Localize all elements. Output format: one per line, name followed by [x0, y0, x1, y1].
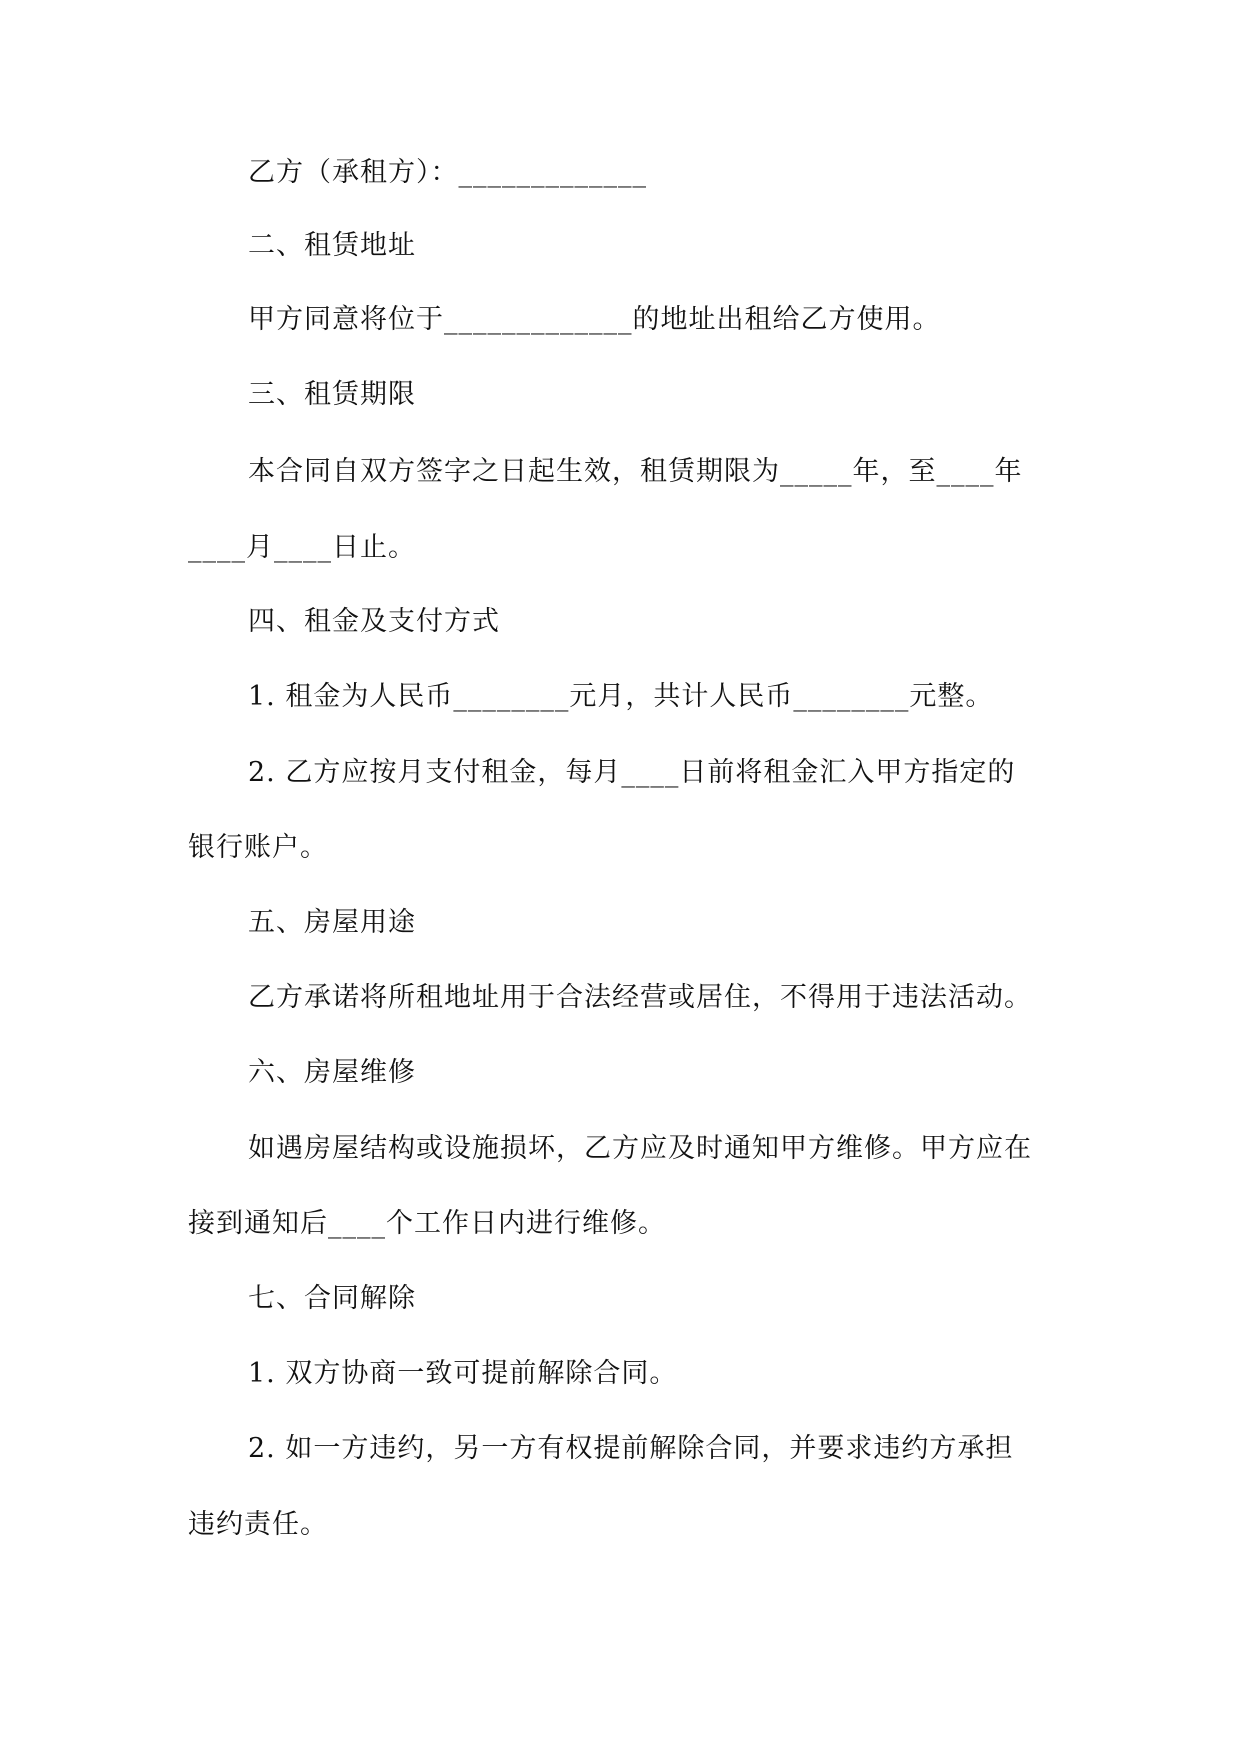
section-heading-usage: 五、房屋用途	[248, 907, 416, 938]
termination-item-2-line-2: 违约责任。	[188, 1509, 328, 1540]
usage-paragraph: 乙方承诺将所租地址用于合法经营或居住，不得用于违法活动。	[248, 982, 1032, 1013]
repair-paragraph-line-1: 如遇房屋结构或设施损坏，乙方应及时通知甲方维修。甲方应在	[248, 1133, 1032, 1164]
termination-item-1: 1. 双方协商一致可提前解除合同。	[248, 1358, 678, 1389]
party-b-line: 乙方（承租方）：_____________	[248, 157, 647, 188]
section-heading-termination: 七、合同解除	[248, 1283, 416, 1314]
termination-item-2-line-1: 2. 如一方违约，另一方有权提前解除合同，并要求违约方承担	[248, 1433, 1014, 1464]
rent-item-2-line-2: 银行账户。	[188, 832, 328, 863]
section-heading-rent: 四、租金及支付方式	[248, 606, 500, 637]
rent-item-2-line-1: 2. 乙方应按月支付租金，每月____日前将租金汇入甲方指定的	[248, 757, 1016, 788]
rent-item-1: 1. 租金为人民币________元月，共计人民币________元整。	[248, 681, 994, 712]
section-heading-term: 三、租赁期限	[248, 379, 416, 410]
term-paragraph-line-2: ____月____日止。	[188, 532, 416, 563]
section-heading-repair: 六、房屋维修	[248, 1057, 416, 1088]
term-paragraph-line-1: 本合同自双方签字之日起生效，租赁期限为_____年，至____年	[248, 456, 1023, 487]
section-heading-address: 二、租赁地址	[248, 230, 416, 261]
address-paragraph: 甲方同意将位于_____________的地址出租给乙方使用。	[248, 304, 941, 335]
repair-paragraph-line-2: 接到通知后____个工作日内进行维修。	[188, 1208, 666, 1239]
